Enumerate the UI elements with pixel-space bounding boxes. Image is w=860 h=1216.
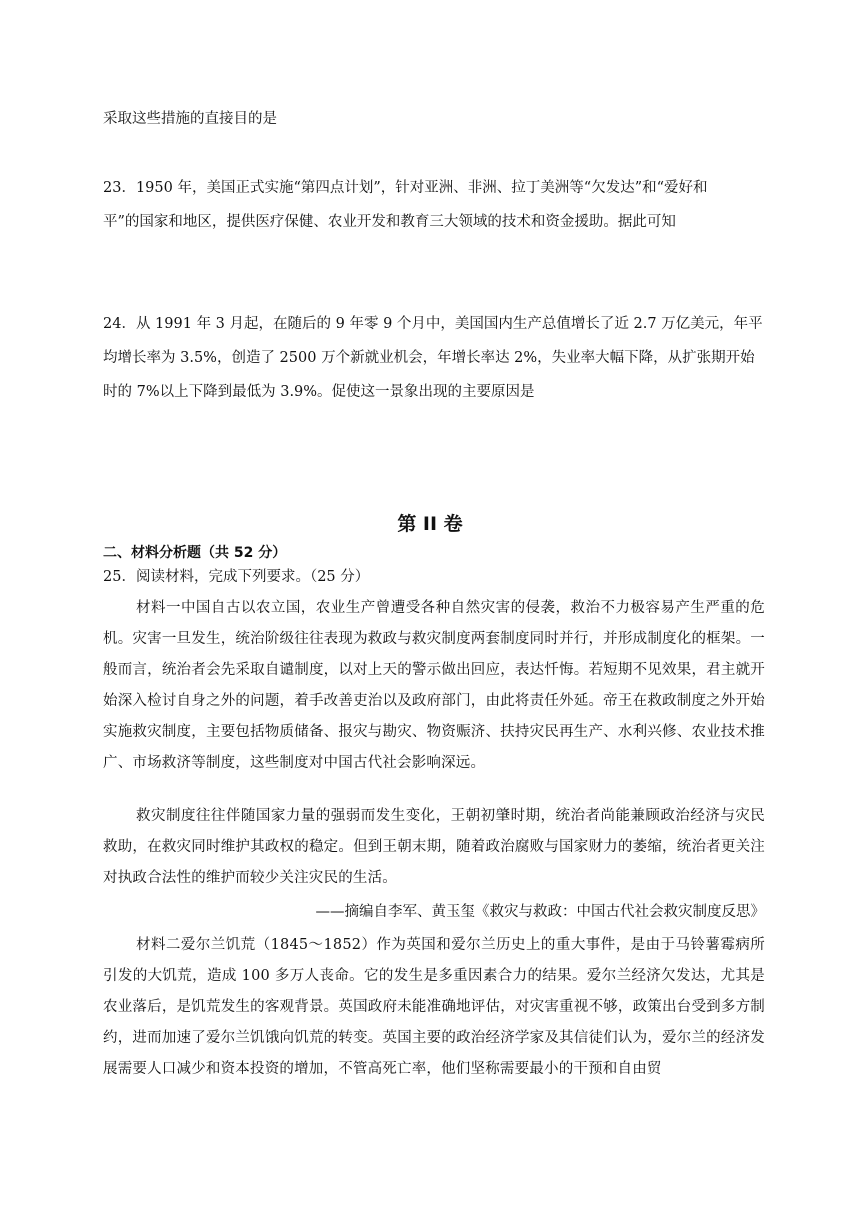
q24-stem-line1: 24．从 1991 年 3 月起，在随后的 9 年零 9 个月中，美国国内生产总值增长了近 2.7 万亿美元，年平 [103, 316, 763, 332]
q23-stem-line1: 23．1950 年，美国正式实施“第四点计划”，针对亚洲、非洲、拉丁美洲等“欠发达”和“爱好和 [103, 180, 708, 196]
material1-paragraph1: 材料一中国自古以农立国，农业生产曾遭受各种自然灾害的侵袭，救治不力极容易产生严重的危机。灾害一旦发生，统治阶级往往表现为救政与救灾制度两套制度同时并行，并形成制度化的框架。一般而言，统治者会先采取自谴制度，以对上天的警示做出回应，表达忏悔。若短期不见效果，君主就开始深入检讨自身之外的问题，着手改善吏治以及政府部门，由此将责任外延。帝王在救政制度之外开始实施救灾制度，主要包括物质储备、报灾与勘灾、物资赈济、扶持灾民再生产、水利兴修、农业技术推广、市场救济等制度，这些制度对中国古代社会影响深远。 [103, 600, 765, 771]
q24-stem-line2: 均增长率为 3.5%，创造了 2500 万个新就业机会，年增长率达 2%，失业率大幅下降，从扩张期开始 [103, 350, 755, 366]
q24-stem-line3: 时的 7%以上下降到最低为 3.9%。促使这一景象出现的主要原因是 [103, 384, 535, 400]
material2-paragraph1: 材料二爱尔兰饥荒（1845～1852）作为英国和爱尔兰历史上的重大事件，是由于马铃薯霉病所引发的大饥荒，造成 100 多万人丧命。它的发生是多重因素合力的结果。爱尔兰经济欠发达，尤其是农业落后，是饥荒发生的客观背景。英国政府未能准确地评估，对灾害重视不够，政策出台受到多方制约，进而加速了爱尔兰饥饿向饥荒的转变。英国主要的政治经济学家及其信徒们认为，爱尔兰的经济发展需要人口减少和资本投资的增加，不管高死亡率，他们坚称需要最小的干预和自由贸 [103, 937, 765, 1077]
material1-source: ——摘编自李军、黄玉玺《救灾与救政：中国古代社会救灾制度反思》 [315, 904, 765, 920]
q22-stem-end: 采取这些措施的直接目的是 [103, 111, 277, 127]
part2-title: 第 II 卷 [397, 513, 463, 535]
q25-stem: 25．阅读材料，完成下列要求。（25 分） [103, 569, 370, 585]
q23-stem-line2: 平”的国家和地区，提供医疗保健、农业开发和教育三大领域的技术和资金援助。据此可知 [103, 214, 676, 230]
material1-paragraph2: 救灾制度往往伴随国家力量的强弱而发生变化，王朝初肇时期，统治者尚能兼顾政治经济与灾民救助，在救灾同时维护其政权的稳定。但到王朝末期，随着政治腐败与国家财力的萎缩，统治者更关注对执政合法性的维护而较少关注灾民的生活。 [103, 808, 765, 886]
section-heading: 二、材料分析题（共 52 分） [103, 545, 287, 561]
